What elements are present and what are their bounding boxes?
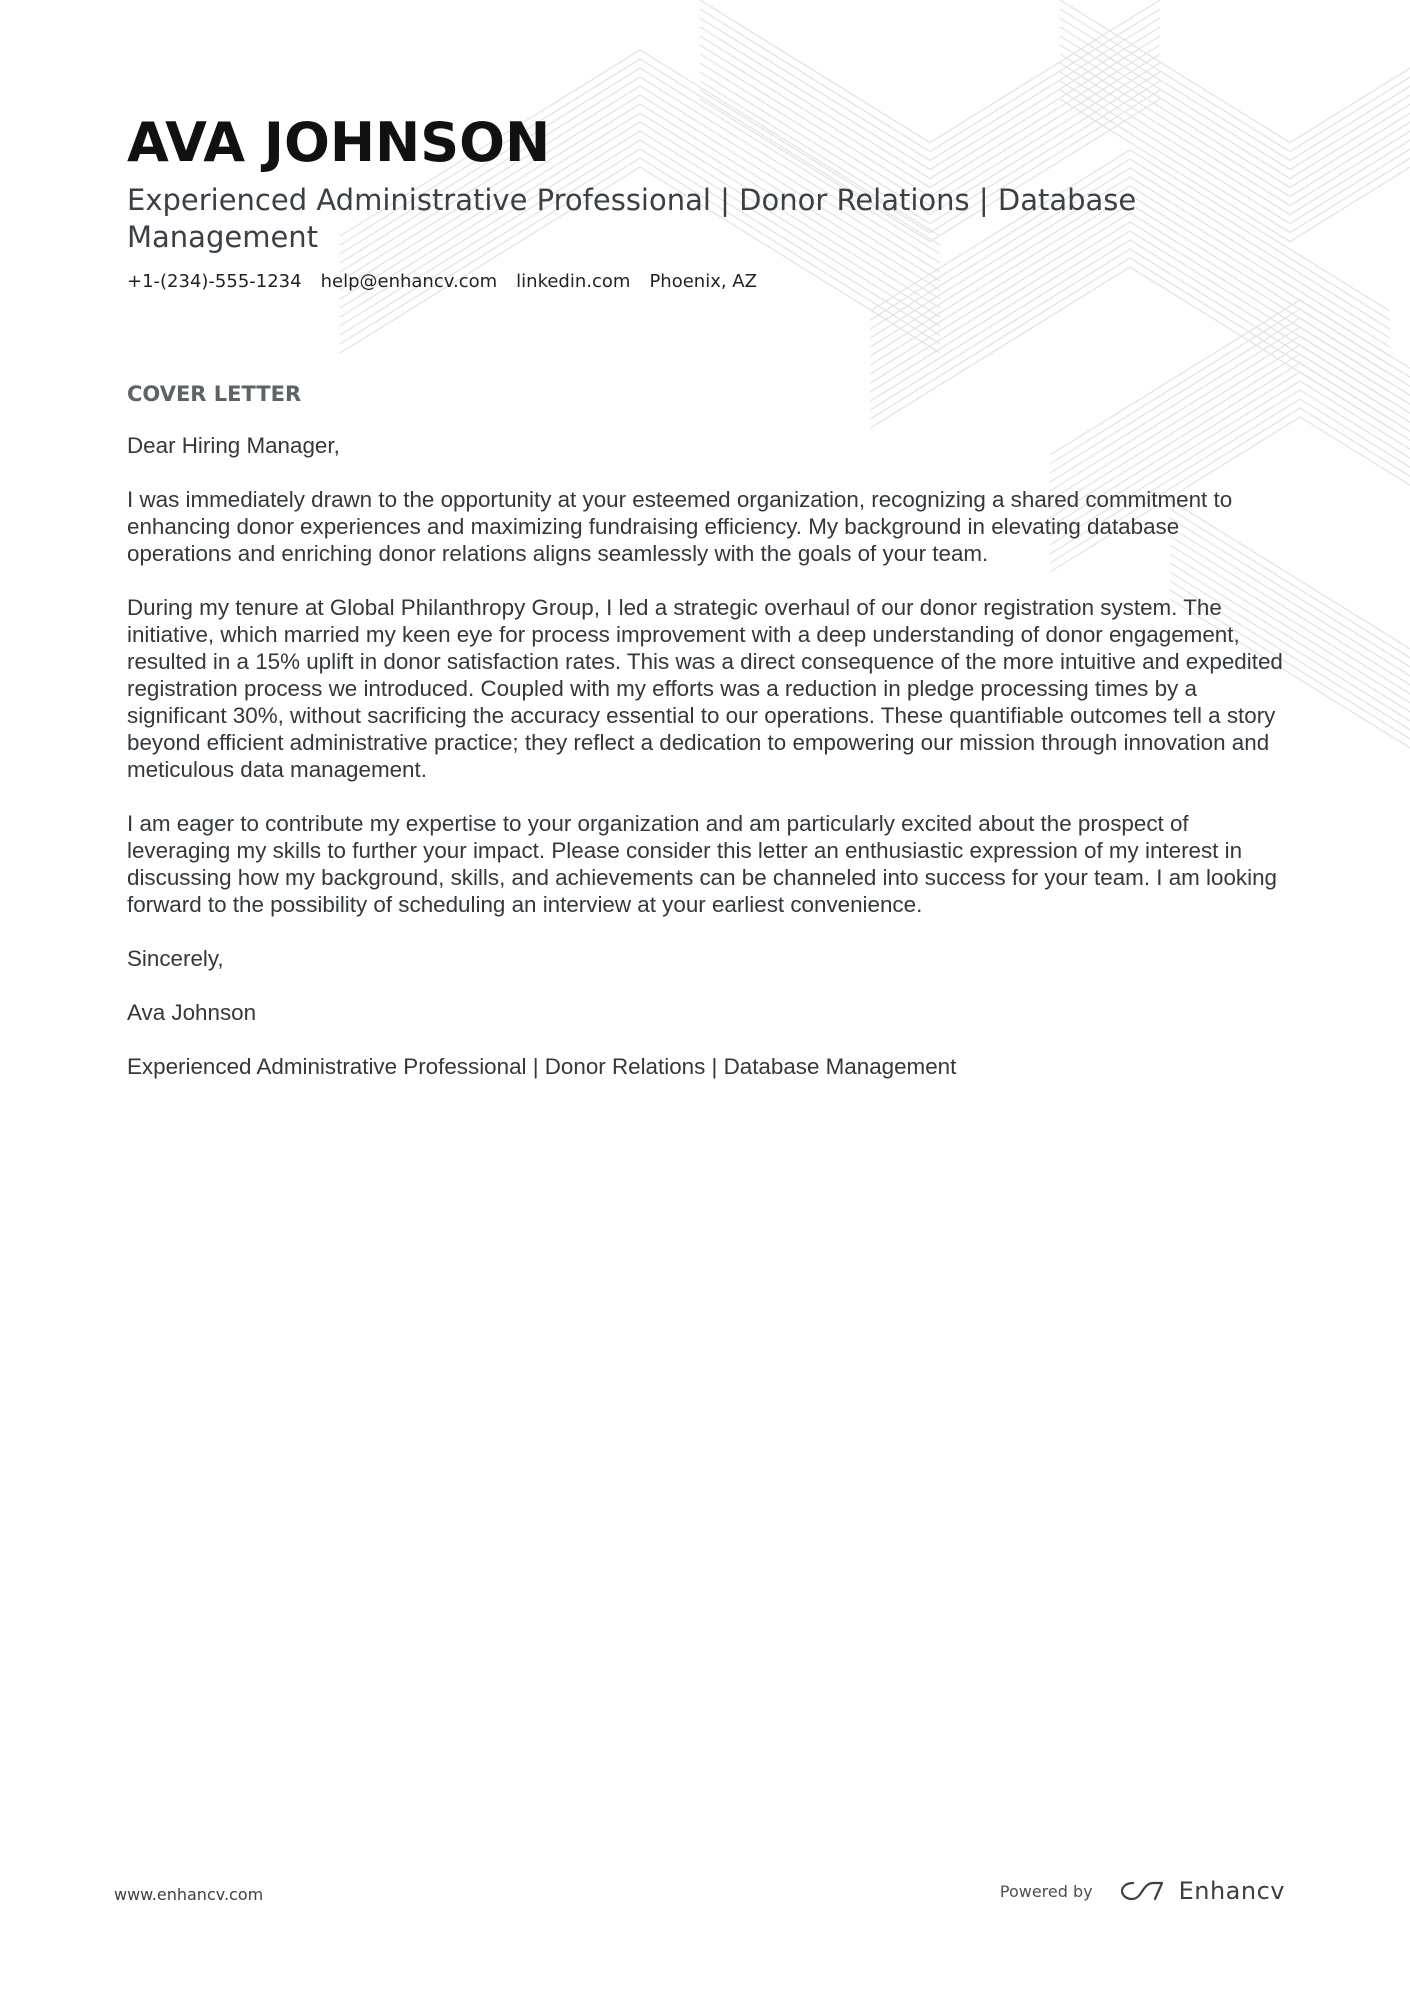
letter-paragraph: During my tenure at Global Philanthropy Group, I led a strategic overhaul of our donor registration system. The initiative, which married my keen eye for process improvement with a deep understanding of donor engagement, resulted in a 15% uplift in donor satisfaction rates. This was a direct consequence of the more intuitive and expedited registration process we introduced. Coupled with my efforts was a reduction in pledge processing times by a significant 30%, without sacrificing the accuracy essential to our operations. These quantifiable outcomes tell a story beyond efficient administrative practice; they reflect a dedication to empowering our mission through innovation and meticulous data management. [127,595,1283,782]
section-title: COVER LETTER [127,382,302,406]
contact-row [127,270,1283,294]
candidate-headline: Experienced Administrative Professional | Donor Relations | Database Management [127,183,1137,254]
letter-paragraph: I was immediately drawn to the opportunity at your esteemed organization, recognizing a shared commitment to enhancing donor experiences and maximizing fundraising efficiency. My background in elevating database operations and enriching donor relations aligns seamlessly with the goals of your team. [127,487,1233,566]
powered-by-label: Powered by [999,1881,1093,1901]
contact-location: Phoenix, AZ [649,271,757,292]
signature-name: Ava Johnson [127,1000,257,1025]
footer-website[interactable]: www.enhancv.com [114,1885,264,1904]
enhancv-logo-icon[interactable] [1119,1878,1165,1904]
footer-branding [1000,1877,1285,1905]
letter-paragraph: I am eager to contribute my expertise to your organization and am particularly excited about the prospect of leveraging my skills to further your impact. Please consider this letter an enthusiastic expression of my interest in discussing how my background, skills, and achievements can be channeled into success for your team. I am looking forward to the possibility of scheduling an interview at your earliest convenience. [127,811,1277,917]
header-section [127,108,1283,294]
candidate-name: AVA JOHNSON [127,111,551,174]
contact-linkedin[interactable]: linkedin.com [516,271,631,292]
closing: Sincerely, [127,946,224,971]
brand-name: Enhancv [1178,1877,1285,1905]
contact-phone: +1-(234)-555-1234 [127,271,302,292]
greeting: Dear Hiring Manager, [127,433,340,458]
letter-body [127,432,1287,1107]
contact-email[interactable]: help@enhancv.com [320,271,498,292]
signature-title: Experienced Administrative Professional | Donor Relations | Database Management [127,1054,957,1079]
